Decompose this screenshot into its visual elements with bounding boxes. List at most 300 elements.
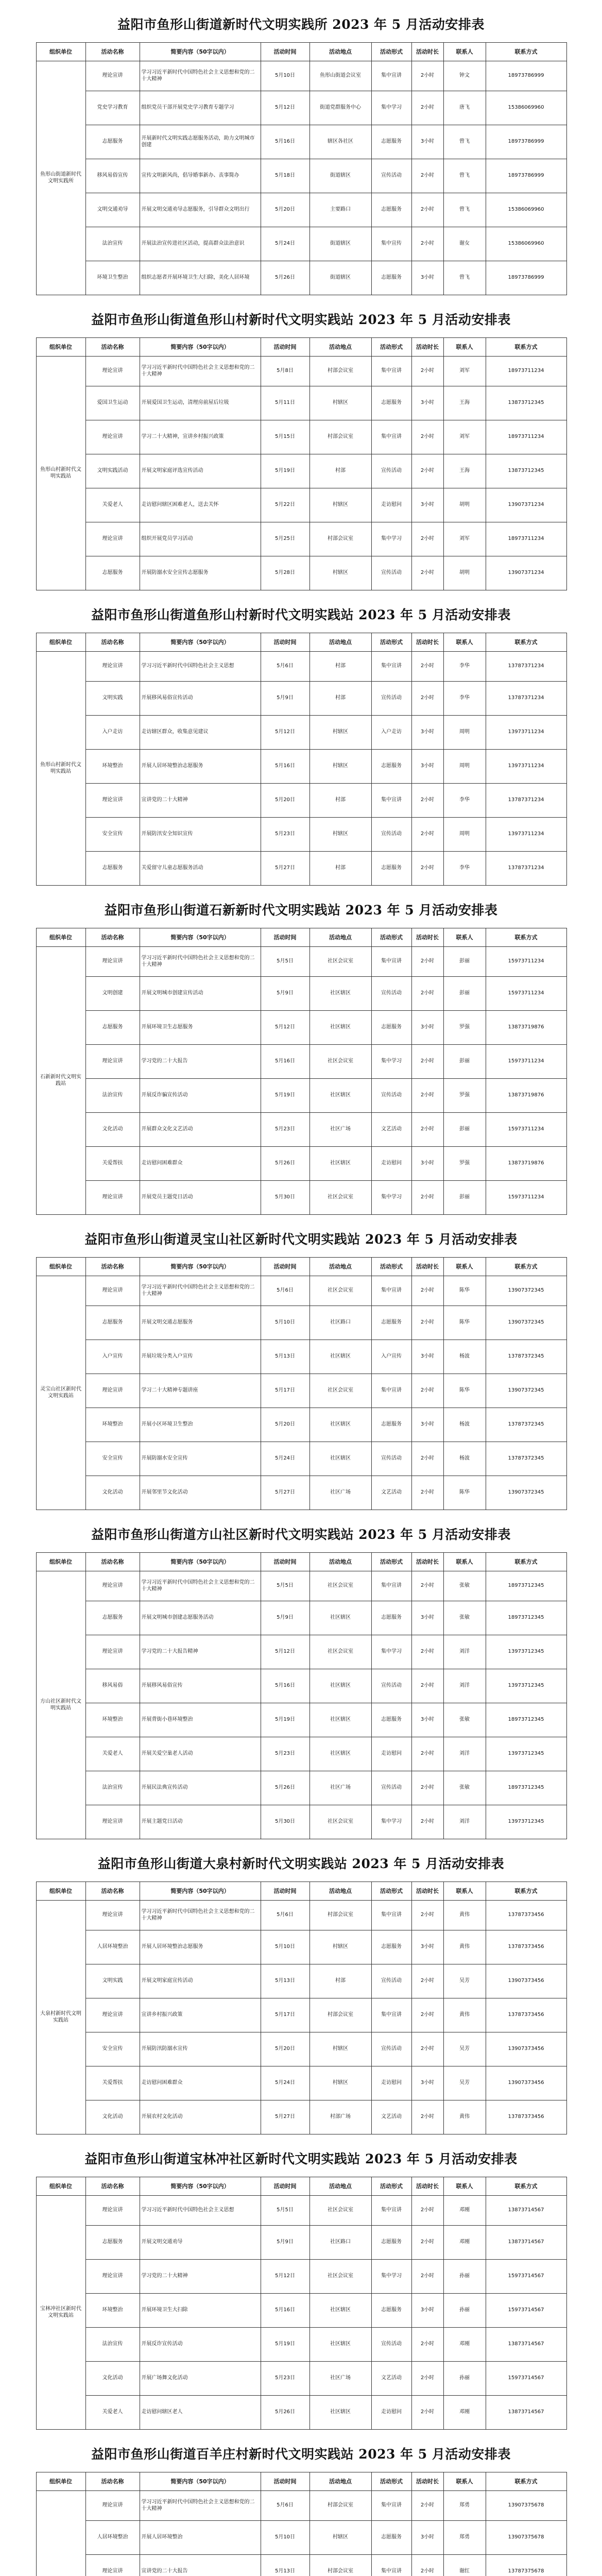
- table-row: [36, 386, 566, 420]
- table-cell: 关爱帮扶: [85, 2066, 140, 2100]
- table-cell: 5月27日: [261, 852, 309, 886]
- table-cell: 理论宣讲: [85, 420, 140, 454]
- table-cell: 文明实践活动: [85, 454, 140, 488]
- table-cell: 3小时: [411, 488, 443, 522]
- schedule-section: [36, 886, 566, 1215]
- table-cell: 文明实践: [85, 682, 140, 716]
- table-cell: 开展文明交通劝导: [140, 2226, 261, 2260]
- table-cell: 3小时: [411, 1340, 443, 1374]
- column-header: 活动名称: [85, 2472, 140, 2491]
- table-cell: 2小时: [411, 1964, 443, 1998]
- table-cell: 志愿服务: [371, 750, 411, 784]
- table-cell: 移风易俗: [85, 1669, 140, 1703]
- table-cell: 13873719876: [486, 1011, 566, 1045]
- table-cell: 5月24日: [261, 1442, 309, 1476]
- table-cell: 街道辖区: [309, 227, 371, 261]
- table-cell: 13787375678: [486, 2555, 566, 2576]
- table-cell: 5月24日: [261, 227, 309, 261]
- table-cell: 环境整治: [85, 750, 140, 784]
- table-cell: 2小时: [411, 2396, 443, 2430]
- table-cell: 开展文明家庭评选宣传活动: [140, 454, 261, 488]
- column-header: 联系方式: [486, 1258, 566, 1276]
- table-cell: 走访慰问: [371, 2396, 411, 2430]
- table-cell: 开展广场舞文化活动: [140, 2362, 261, 2396]
- table-cell: 2小时: [411, 1181, 443, 1215]
- schedule-table: [36, 1257, 567, 1510]
- table-cell: 2小时: [411, 852, 443, 886]
- column-header: 联系人: [443, 2472, 486, 2491]
- table-cell: 社区路口: [309, 1306, 371, 1340]
- table-row: [36, 1442, 566, 1476]
- schedule-table: [36, 1882, 567, 2134]
- table-cell: 5月23日: [261, 1113, 309, 1147]
- table-cell: 学习习近平新时代中国特色社会主义思想和党的二十大精神: [140, 1276, 261, 1306]
- table-cell: 5月6日: [261, 1276, 309, 1306]
- table-cell: 5月16日: [261, 125, 309, 159]
- org-unit-cell: 灵宝山社区新时代文明实践站: [36, 1276, 85, 1510]
- column-header: 活动名称: [85, 1882, 140, 1901]
- table-cell: 理论宣讲: [85, 1571, 140, 1601]
- table-cell: 5月5日: [261, 947, 309, 977]
- table-cell: 走访慰问: [371, 488, 411, 522]
- table-cell: 郑勇: [443, 2491, 486, 2521]
- table-cell: 5月23日: [261, 2362, 309, 2396]
- table-cell: 志愿服务: [85, 852, 140, 886]
- table-cell: 理论宣讲: [85, 2491, 140, 2521]
- column-header: 联系方式: [486, 2177, 566, 2196]
- table-cell: 13873712345: [486, 454, 566, 488]
- table-header-row: [36, 43, 566, 61]
- table-cell: 鱼形山街道会议室: [309, 61, 371, 91]
- table-cell: 5月30日: [261, 1181, 309, 1215]
- table-cell: 5月27日: [261, 1476, 309, 1510]
- table-cell: 开展法治宣传进社区活动，提高群众法治意识: [140, 227, 261, 261]
- column-header: 活动名称: [85, 1553, 140, 1571]
- table-cell: 开展人居环境整治: [140, 2521, 261, 2555]
- table-cell: 学习党的二十大报告: [140, 1045, 261, 1079]
- table-cell: 开展防溺水安全宣传: [140, 1442, 261, 1476]
- table-cell: 5月30日: [261, 1805, 309, 1839]
- table-cell: 谢红: [443, 2555, 486, 2576]
- table-cell: 关爱老人: [85, 1737, 140, 1771]
- table-cell: 2小时: [411, 1737, 443, 1771]
- table-cell: 文化活动: [85, 1113, 140, 1147]
- table-cell: 人居环境整治: [85, 1930, 140, 1964]
- column-header: 活动形式: [371, 633, 411, 652]
- table-cell: 开展背街小巷环境整治: [140, 1703, 261, 1737]
- table-cell: 街道党群服务中心: [309, 91, 371, 125]
- table-cell: 组织开展党员学习活动: [140, 522, 261, 556]
- table-cell: 志愿服务: [85, 2226, 140, 2260]
- table-cell: 理论宣讲: [85, 1805, 140, 1839]
- table-cell: 村辖区: [309, 1930, 371, 1964]
- table-cell: 学习习近平新时代中国特色社会主义思想和党的二十大精神: [140, 947, 261, 977]
- schedule-section: [36, 2430, 566, 2576]
- table-row: [36, 1635, 566, 1669]
- table-cell: 5月22日: [261, 488, 309, 522]
- table-cell: 5月27日: [261, 2100, 309, 2134]
- table-cell: 吴芳: [443, 2032, 486, 2066]
- table-cell: 志愿服务: [85, 1306, 140, 1340]
- column-header: 活动时长: [411, 2177, 443, 2196]
- table-cell: 陈华: [443, 1374, 486, 1408]
- table-cell: 志愿服务: [371, 2294, 411, 2328]
- column-header: 联系方式: [486, 43, 566, 61]
- table-cell: 5月13日: [261, 2555, 309, 2576]
- table-row: [36, 977, 566, 1011]
- table-row: [36, 818, 566, 852]
- table-cell: 2小时: [411, 1669, 443, 1703]
- table-cell: 13907372345: [486, 1306, 566, 1340]
- table-cell: 2小时: [411, 818, 443, 852]
- column-header: 联系人: [443, 2177, 486, 2196]
- table-cell: 13873714567: [486, 2396, 566, 2430]
- table-cell: 5月6日: [261, 2491, 309, 2521]
- table-row: [36, 261, 566, 295]
- table-cell: 文化活动: [85, 2362, 140, 2396]
- table-cell: 理论宣讲: [85, 652, 140, 682]
- table-cell: 周明: [443, 750, 486, 784]
- table-cell: 2小时: [411, 2032, 443, 2066]
- table-cell: 刘军: [443, 420, 486, 454]
- table-row: [36, 652, 566, 682]
- table-cell: 集中宣讲: [371, 784, 411, 818]
- table-cell: 2小时: [411, 227, 443, 261]
- table-row: [36, 1276, 566, 1306]
- table-cell: 村部: [309, 454, 371, 488]
- table-cell: 村辖区: [309, 386, 371, 420]
- table-row: [36, 91, 566, 125]
- table-row: [36, 2521, 566, 2555]
- table-cell: 走访辖区群众，收集意见建议: [140, 716, 261, 750]
- table-cell: 理论宣讲: [85, 357, 140, 386]
- table-row: [36, 193, 566, 227]
- table-cell: 胡明: [443, 488, 486, 522]
- table-row: [36, 1805, 566, 1839]
- table-cell: 张敏: [443, 1771, 486, 1805]
- table-cell: 学习习近平新时代中国特色社会主义思想和党的二十大精神: [140, 357, 261, 386]
- org-unit-cell: 鱼形山街道新时代文明实践所: [36, 61, 85, 295]
- schedule-table: [36, 1552, 567, 1839]
- table-row: [36, 2491, 566, 2521]
- table-cell: 5月10日: [261, 1930, 309, 1964]
- table-cell: 杨波: [443, 1408, 486, 1442]
- table-cell: 李华: [443, 784, 486, 818]
- table-cell: 邓刚: [443, 2328, 486, 2362]
- org-unit-cell: 石新新时代文明实践站: [36, 947, 85, 1215]
- table-cell: 走访慰问困难群众: [140, 1147, 261, 1181]
- table-cell: 开展爱国卫生运动，清理房前屋后垃圾: [140, 386, 261, 420]
- table-cell: 理论宣讲: [85, 61, 140, 91]
- table-cell: 13873719876: [486, 1079, 566, 1113]
- table-row: [36, 1571, 566, 1601]
- column-header: 活动时间: [261, 928, 309, 947]
- column-header: 组织单位: [36, 928, 85, 947]
- table-row: [36, 522, 566, 556]
- column-header: 联系方式: [486, 1882, 566, 1901]
- column-header: 活动时长: [411, 1553, 443, 1571]
- table-cell: 宣传活动: [371, 556, 411, 590]
- column-header: 活动地点: [309, 2472, 371, 2491]
- table-header-row: [36, 1553, 566, 1571]
- table-cell: 走访慰问辖区老人: [140, 2396, 261, 2430]
- table-cell: 5月19日: [261, 2328, 309, 2362]
- table-cell: 胡明: [443, 556, 486, 590]
- table-cell: 2小时: [411, 2260, 443, 2294]
- table-cell: 2小时: [411, 1476, 443, 1510]
- table-cell: 开展群众文化文艺活动: [140, 1113, 261, 1147]
- column-header: 简要内容（50字以内）: [140, 633, 261, 652]
- column-header: 联系人: [443, 43, 486, 61]
- table-cell: 5月17日: [261, 1374, 309, 1408]
- table-cell: 集中宣讲: [371, 61, 411, 91]
- table-cell: 村辖区: [309, 716, 371, 750]
- table-cell: 刘洋: [443, 1805, 486, 1839]
- table-cell: 罗强: [443, 1079, 486, 1113]
- table-cell: 集中宣讲: [371, 2555, 411, 2576]
- schedule-section: [36, 1839, 566, 2134]
- table-cell: 村部会议室: [309, 522, 371, 556]
- table-cell: 3小时: [411, 716, 443, 750]
- table-cell: 志愿服务: [371, 1011, 411, 1045]
- column-header: 活动地点: [309, 43, 371, 61]
- table-cell: 社区会议室: [309, 1276, 371, 1306]
- table-cell: 5月9日: [261, 1601, 309, 1635]
- column-header: 组织单位: [36, 1553, 85, 1571]
- table-cell: 学习党的二十大精神: [140, 2260, 261, 2294]
- table-cell: 2小时: [411, 91, 443, 125]
- table-cell: 2小时: [411, 1306, 443, 1340]
- column-header: 活动形式: [371, 338, 411, 357]
- column-header: 联系方式: [486, 928, 566, 947]
- table-cell: 法治宣传: [85, 1079, 140, 1113]
- table-cell: 13907372345: [486, 1476, 566, 1510]
- table-cell: 5月16日: [261, 1045, 309, 1079]
- table-row: [36, 1476, 566, 1510]
- table-cell: 15973711234: [486, 977, 566, 1011]
- column-header: 活动形式: [371, 928, 411, 947]
- table-cell: 5月13日: [261, 1964, 309, 1998]
- table-cell: 社区会议室: [309, 947, 371, 977]
- table-cell: 村辖区: [309, 2066, 371, 2100]
- table-cell: 理论宣讲: [85, 1998, 140, 2032]
- table-cell: 王海: [443, 454, 486, 488]
- table-cell: 2小时: [411, 420, 443, 454]
- column-header: 活动地点: [309, 928, 371, 947]
- table-cell: 宣传活动: [371, 1079, 411, 1113]
- column-header: 活动时长: [411, 1258, 443, 1276]
- table-cell: 李华: [443, 682, 486, 716]
- table-cell: 13787372345: [486, 1408, 566, 1442]
- table-cell: 集中宣讲: [371, 357, 411, 386]
- table-row: [36, 159, 566, 193]
- table-cell: 村部会议室: [309, 1998, 371, 2032]
- table-row: [36, 682, 566, 716]
- table-cell: 周明: [443, 818, 486, 852]
- table-cell: 彭丽: [443, 1181, 486, 1215]
- table-cell: 开展移风易俗宣传活动: [140, 682, 261, 716]
- table-cell: 移风易俗宣传: [85, 159, 140, 193]
- table-cell: 关爱老人: [85, 488, 140, 522]
- table-cell: 3小时: [411, 2521, 443, 2555]
- table-cell: 集中宣讲: [371, 2491, 411, 2521]
- table-cell: 李华: [443, 652, 486, 682]
- table-cell: 13907371234: [486, 556, 566, 590]
- table-cell: 2小时: [411, 2491, 443, 2521]
- table-cell: 罗强: [443, 1147, 486, 1181]
- table-cell: 13907372345: [486, 1276, 566, 1306]
- table-cell: 开展关爱空巢老人活动: [140, 1737, 261, 1771]
- table-cell: 13787371234: [486, 784, 566, 818]
- table-cell: 宣传活动: [371, 159, 411, 193]
- org-unit-cell: 方山社区新时代文明实践站: [36, 1571, 85, 1839]
- table-cell: 村部广场: [309, 2100, 371, 2134]
- table-cell: 邓刚: [443, 2196, 486, 2226]
- table-cell: 彭丽: [443, 977, 486, 1011]
- table-cell: 3小时: [411, 261, 443, 295]
- column-header: 组织单位: [36, 2472, 85, 2491]
- table-cell: 3小时: [411, 750, 443, 784]
- table-cell: 文艺活动: [371, 1113, 411, 1147]
- table-cell: 社区辖区: [309, 977, 371, 1011]
- table-cell: 邓刚: [443, 2226, 486, 2260]
- table-cell: 13873719876: [486, 1147, 566, 1181]
- table-cell: 2小时: [411, 2328, 443, 2362]
- table-cell: 开展人居环境整治志愿服务: [140, 750, 261, 784]
- column-header: 活动形式: [371, 1882, 411, 1901]
- table-cell: 2小时: [411, 2196, 443, 2226]
- table-cell: 5月9日: [261, 682, 309, 716]
- table-header-row: [36, 338, 566, 357]
- table-row: [36, 2362, 566, 2396]
- table-cell: 宣讲党的二十大报告: [140, 2555, 261, 2576]
- table-cell: 社区会议室: [309, 1635, 371, 1669]
- column-header: 联系人: [443, 633, 486, 652]
- table-cell: 15386069960: [486, 193, 566, 227]
- column-header: 活动地点: [309, 633, 371, 652]
- table-cell: 安全宣传: [85, 2032, 140, 2066]
- table-cell: 村辖区: [309, 818, 371, 852]
- table-row: [36, 1964, 566, 1998]
- column-header: 简要内容（50字以内）: [140, 338, 261, 357]
- table-cell: 社区会议室: [309, 1374, 371, 1408]
- table-cell: 村辖区: [309, 750, 371, 784]
- table-cell: 曾飞: [443, 261, 486, 295]
- column-header: 活动时长: [411, 1882, 443, 1901]
- table-cell: 5月19日: [261, 1703, 309, 1737]
- section-title: 益阳市鱼形山街道灵宝山社区新时代文明实践站 2023 年 5 月活动安排表: [84, 1232, 518, 1247]
- table-cell: 社区会议室: [309, 1805, 371, 1839]
- table-cell: 宣讲党的二十大精神: [140, 784, 261, 818]
- table-row: [36, 1374, 566, 1408]
- table-cell: 钟文: [443, 61, 486, 91]
- table-cell: 3小时: [411, 125, 443, 159]
- table-cell: 集中宣讲: [371, 947, 411, 977]
- table-cell: 关爱帮扶: [85, 1147, 140, 1181]
- table-cell: 18973711234: [486, 357, 566, 386]
- column-header: 活动地点: [309, 2177, 371, 2196]
- table-cell: 法治宣传: [85, 227, 140, 261]
- table-row: [36, 420, 566, 454]
- table-cell: 社区辖区: [309, 1669, 371, 1703]
- table-cell: 5月15日: [261, 420, 309, 454]
- schedule-section: [36, 1215, 566, 1510]
- table-cell: 18973711234: [486, 420, 566, 454]
- table-cell: 集中学习: [371, 1805, 411, 1839]
- table-cell: 18973712345: [486, 1703, 566, 1737]
- table-cell: 志愿服务: [371, 852, 411, 886]
- table-cell: 开展防汛安全知识宣传: [140, 818, 261, 852]
- table-cell: 张敏: [443, 1703, 486, 1737]
- table-cell: 2小时: [411, 947, 443, 977]
- column-header: 简要内容（50字以内）: [140, 2177, 261, 2196]
- table-cell: 村部: [309, 784, 371, 818]
- table-row: [36, 1771, 566, 1805]
- table-row: [36, 2396, 566, 2430]
- table-cell: 开展文明城市创建志愿服务活动: [140, 1601, 261, 1635]
- table-cell: 开展防汛防溺水宣传: [140, 2032, 261, 2066]
- table-cell: 18973786999: [486, 261, 566, 295]
- table-cell: 15973711234: [486, 947, 566, 977]
- table-cell: 学习习近平新时代中国特色社会主义思想: [140, 2196, 261, 2226]
- table-cell: 安全宣传: [85, 818, 140, 852]
- table-cell: 2小时: [411, 1771, 443, 1805]
- table-cell: 辖区各社区: [309, 125, 371, 159]
- table-cell: 社区广场: [309, 1113, 371, 1147]
- table-cell: 2小时: [411, 454, 443, 488]
- table-cell: 13907373456: [486, 2032, 566, 2066]
- schedule-section: [36, 2134, 566, 2430]
- table-row: [36, 1601, 566, 1635]
- table-cell: 陈华: [443, 1276, 486, 1306]
- table-cell: 社区辖区: [309, 2294, 371, 2328]
- table-cell: 开展主题党日活动: [140, 1805, 261, 1839]
- table-cell: 15386069960: [486, 91, 566, 125]
- table-cell: 学习习近平新时代中国特色社会主义思想和党的二十大精神: [140, 1901, 261, 1930]
- table-cell: 社区辖区: [309, 1737, 371, 1771]
- table-cell: 开展环境卫生志愿服务: [140, 1011, 261, 1045]
- column-header: 活动时长: [411, 928, 443, 947]
- table-cell: 环境整治: [85, 1408, 140, 1442]
- table-cell: 王海: [443, 386, 486, 420]
- table-cell: 志愿服务: [371, 1703, 411, 1737]
- table-cell: 13907371234: [486, 488, 566, 522]
- table-cell: 安全宣传: [85, 1442, 140, 1476]
- table-cell: 5月10日: [261, 1306, 309, 1340]
- column-header: 活动时间: [261, 1553, 309, 1571]
- column-header: 联系人: [443, 1258, 486, 1276]
- table-cell: 开展农村文化活动: [140, 2100, 261, 2134]
- column-header: 活动形式: [371, 1553, 411, 1571]
- schedule-table: [36, 337, 567, 590]
- table-cell: 入户走访: [85, 716, 140, 750]
- table-cell: 开展民法典宣传活动: [140, 1771, 261, 1805]
- table-cell: 社区辖区: [309, 1340, 371, 1374]
- table-cell: 15973711234: [486, 1181, 566, 1215]
- table-cell: 志愿服务: [371, 125, 411, 159]
- schedule-table: [36, 2472, 567, 2576]
- table-cell: 13973711234: [486, 750, 566, 784]
- table-cell: 2小时: [411, 1079, 443, 1113]
- column-header: 活动形式: [371, 43, 411, 61]
- org-unit-cell: 鱼形山村新时代文明实践站: [36, 652, 85, 886]
- table-cell: 村辖区: [309, 2032, 371, 2066]
- table-cell: 15386069960: [486, 227, 566, 261]
- table-cell: 村部会议室: [309, 420, 371, 454]
- table-cell: 5月23日: [261, 1737, 309, 1771]
- column-header: 简要内容（50字以内）: [140, 1553, 261, 1571]
- table-cell: 2小时: [411, 1901, 443, 1930]
